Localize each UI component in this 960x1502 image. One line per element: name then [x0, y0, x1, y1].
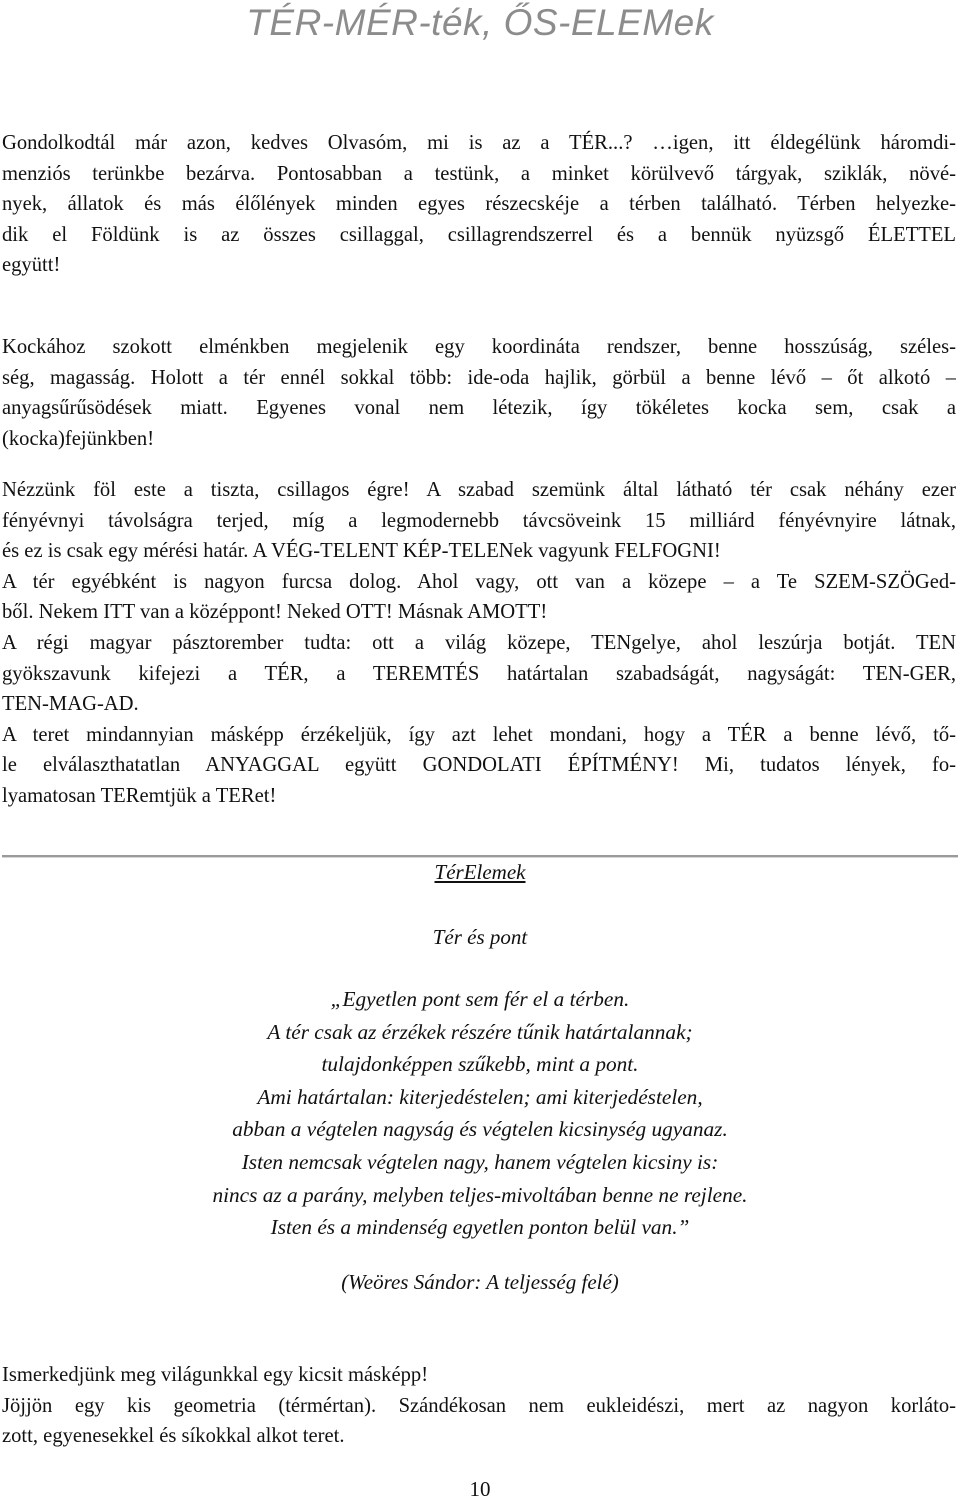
text-line: (kocka)fejünkben! [2, 427, 155, 450]
text-line: ség, magasság. Holott a tér ennél sokkal több: ide-oda hajlik, görbül a benne lévő – őt alkotó – [2, 366, 956, 389]
poem-line: „Egyetlen pont sem fér el a térben. [330, 987, 630, 1011]
poem-line: Isten és a mindenség egyetlen ponton belül van.” [270, 1215, 690, 1240]
text-line: lyamatosan TERemtjük a TERet! [2, 784, 277, 807]
text-line: együtt! [2, 254, 61, 277]
poem-line: A tér csak az érzékek részére tűnik határtalannak; [267, 1019, 693, 1044]
text-line: TEN-MAG-AD. [2, 693, 139, 716]
text-line: menziós terünkbe bezárva. Pontosabban a testünk, a minket körülvevő tárgyak, sziklák, növé- [2, 162, 956, 185]
text-line: nyek, állatok és más élőlények minden egyes részecskéje a térben található. Térben helyezke- [2, 193, 956, 216]
cube-paragraph [2, 332, 956, 454]
intro-paragraph [2, 128, 956, 281]
section-divider [2, 855, 958, 858]
text-line: zott, egyenesekkel és síkokkal alkot teret. [2, 1425, 345, 1448]
text-line: Gondolkodtál már azon, kedves Olvasóm, mi is az a TÉR...? …igen, itt éldegélünk háromdi- [2, 132, 956, 154]
text-line: és ez is csak egy mérési határ. A VÉG-TELENT KÉP-TELENek vagyunk FELFOGNI! [2, 540, 721, 563]
poem-line: nincs az a parány, melyben teljes-mivoltában benne ne rejlene. [212, 1182, 748, 1207]
text-line: gyökszavunk kifejezi a TÉR, a TEREMTÉS határtalan szabadságát, nagyságát: TEN-GER, [2, 662, 956, 685]
text-line: dik el Földünk is az összes csillaggal, csillagrendszerrel és a bennük nyüzsgő ÉLETTEL [2, 223, 956, 246]
text-line: A régi magyar pásztorember tudta: ott a világ közepe, TENgelye, ahol leszúrja botját. TEN [2, 631, 956, 654]
poem-line: Ami határtalan: kiterjedéstelen; ami kiterjedéstelen, [257, 1084, 703, 1109]
poem-line: abban a végtelen nagyság és végtelen kicsinység ugyanaz. [232, 1117, 728, 1142]
page-number: 10 [469, 1477, 491, 1501]
closing-paragraph [2, 1360, 956, 1452]
text-line: Ismerkedjünk meg világunkkal egy kicsit másképp! [2, 1364, 429, 1386]
text-line: Kockához szokott elménkben megjelenik egy koordináta rendszer, benne hosszúság, széles- [2, 336, 956, 358]
poem-line: Isten nemcsak végtelen nagy, hanem végtelen kicsiny is: [241, 1149, 719, 1174]
text-line: Nézzünk föl este a tiszta, csillagos égre! A szabad szemünk által látható tér csak néhány ezer [2, 479, 956, 501]
text-line: anyagsűrűsödések miatt. Egyenes vonal nem létezik, így tökéletes kocka sem, csak a [2, 397, 956, 420]
section-subheading: Tér és pont [432, 925, 528, 949]
poem-quote [0, 983, 960, 1244]
text-line: A teret mindannyian másképp érzékeljük, így azt lehet mondani, hogy a TÉR a benne lévő, tő- [2, 723, 956, 746]
poem-attribution: (Weöres Sándor: A teljesség felé) [341, 1270, 619, 1294]
text-line: fényévnyi távolságra terjed, míg a legmodernebb távcsöveink 15 milliárd fényévnyire látnak, [2, 509, 956, 532]
text-line: A tér egyébként is nagyon furcsa dolog. Ahol vagy, ott van a közepe – a Te SZEM-SZÖGed- [2, 570, 956, 593]
poem-line: tulajdonképpen szűkebb, mint a pont. [321, 1052, 639, 1077]
text-line: Jöjjön egy kis geometria (térmértan). Szándékosan nem eukleidészi, mert az nagyon korláto- [2, 1394, 956, 1417]
page-title: TÉR-MÉR-ték, ŐS-ELEMek [246, 2, 714, 43]
text-line: le elválaszthatatlan ANYAGGAL együtt GONDOLATI ÉPÍTMÉNY! Mi, tudatos lények, fo- [2, 754, 956, 777]
section-heading-text: TérElemek [434, 860, 526, 884]
section-heading [0, 860, 960, 885]
sky-paragraph [2, 475, 956, 812]
text-line: ből. Nekem ITT van a középpont! Neked OTT! Másnak AMOTT! [2, 601, 548, 624]
